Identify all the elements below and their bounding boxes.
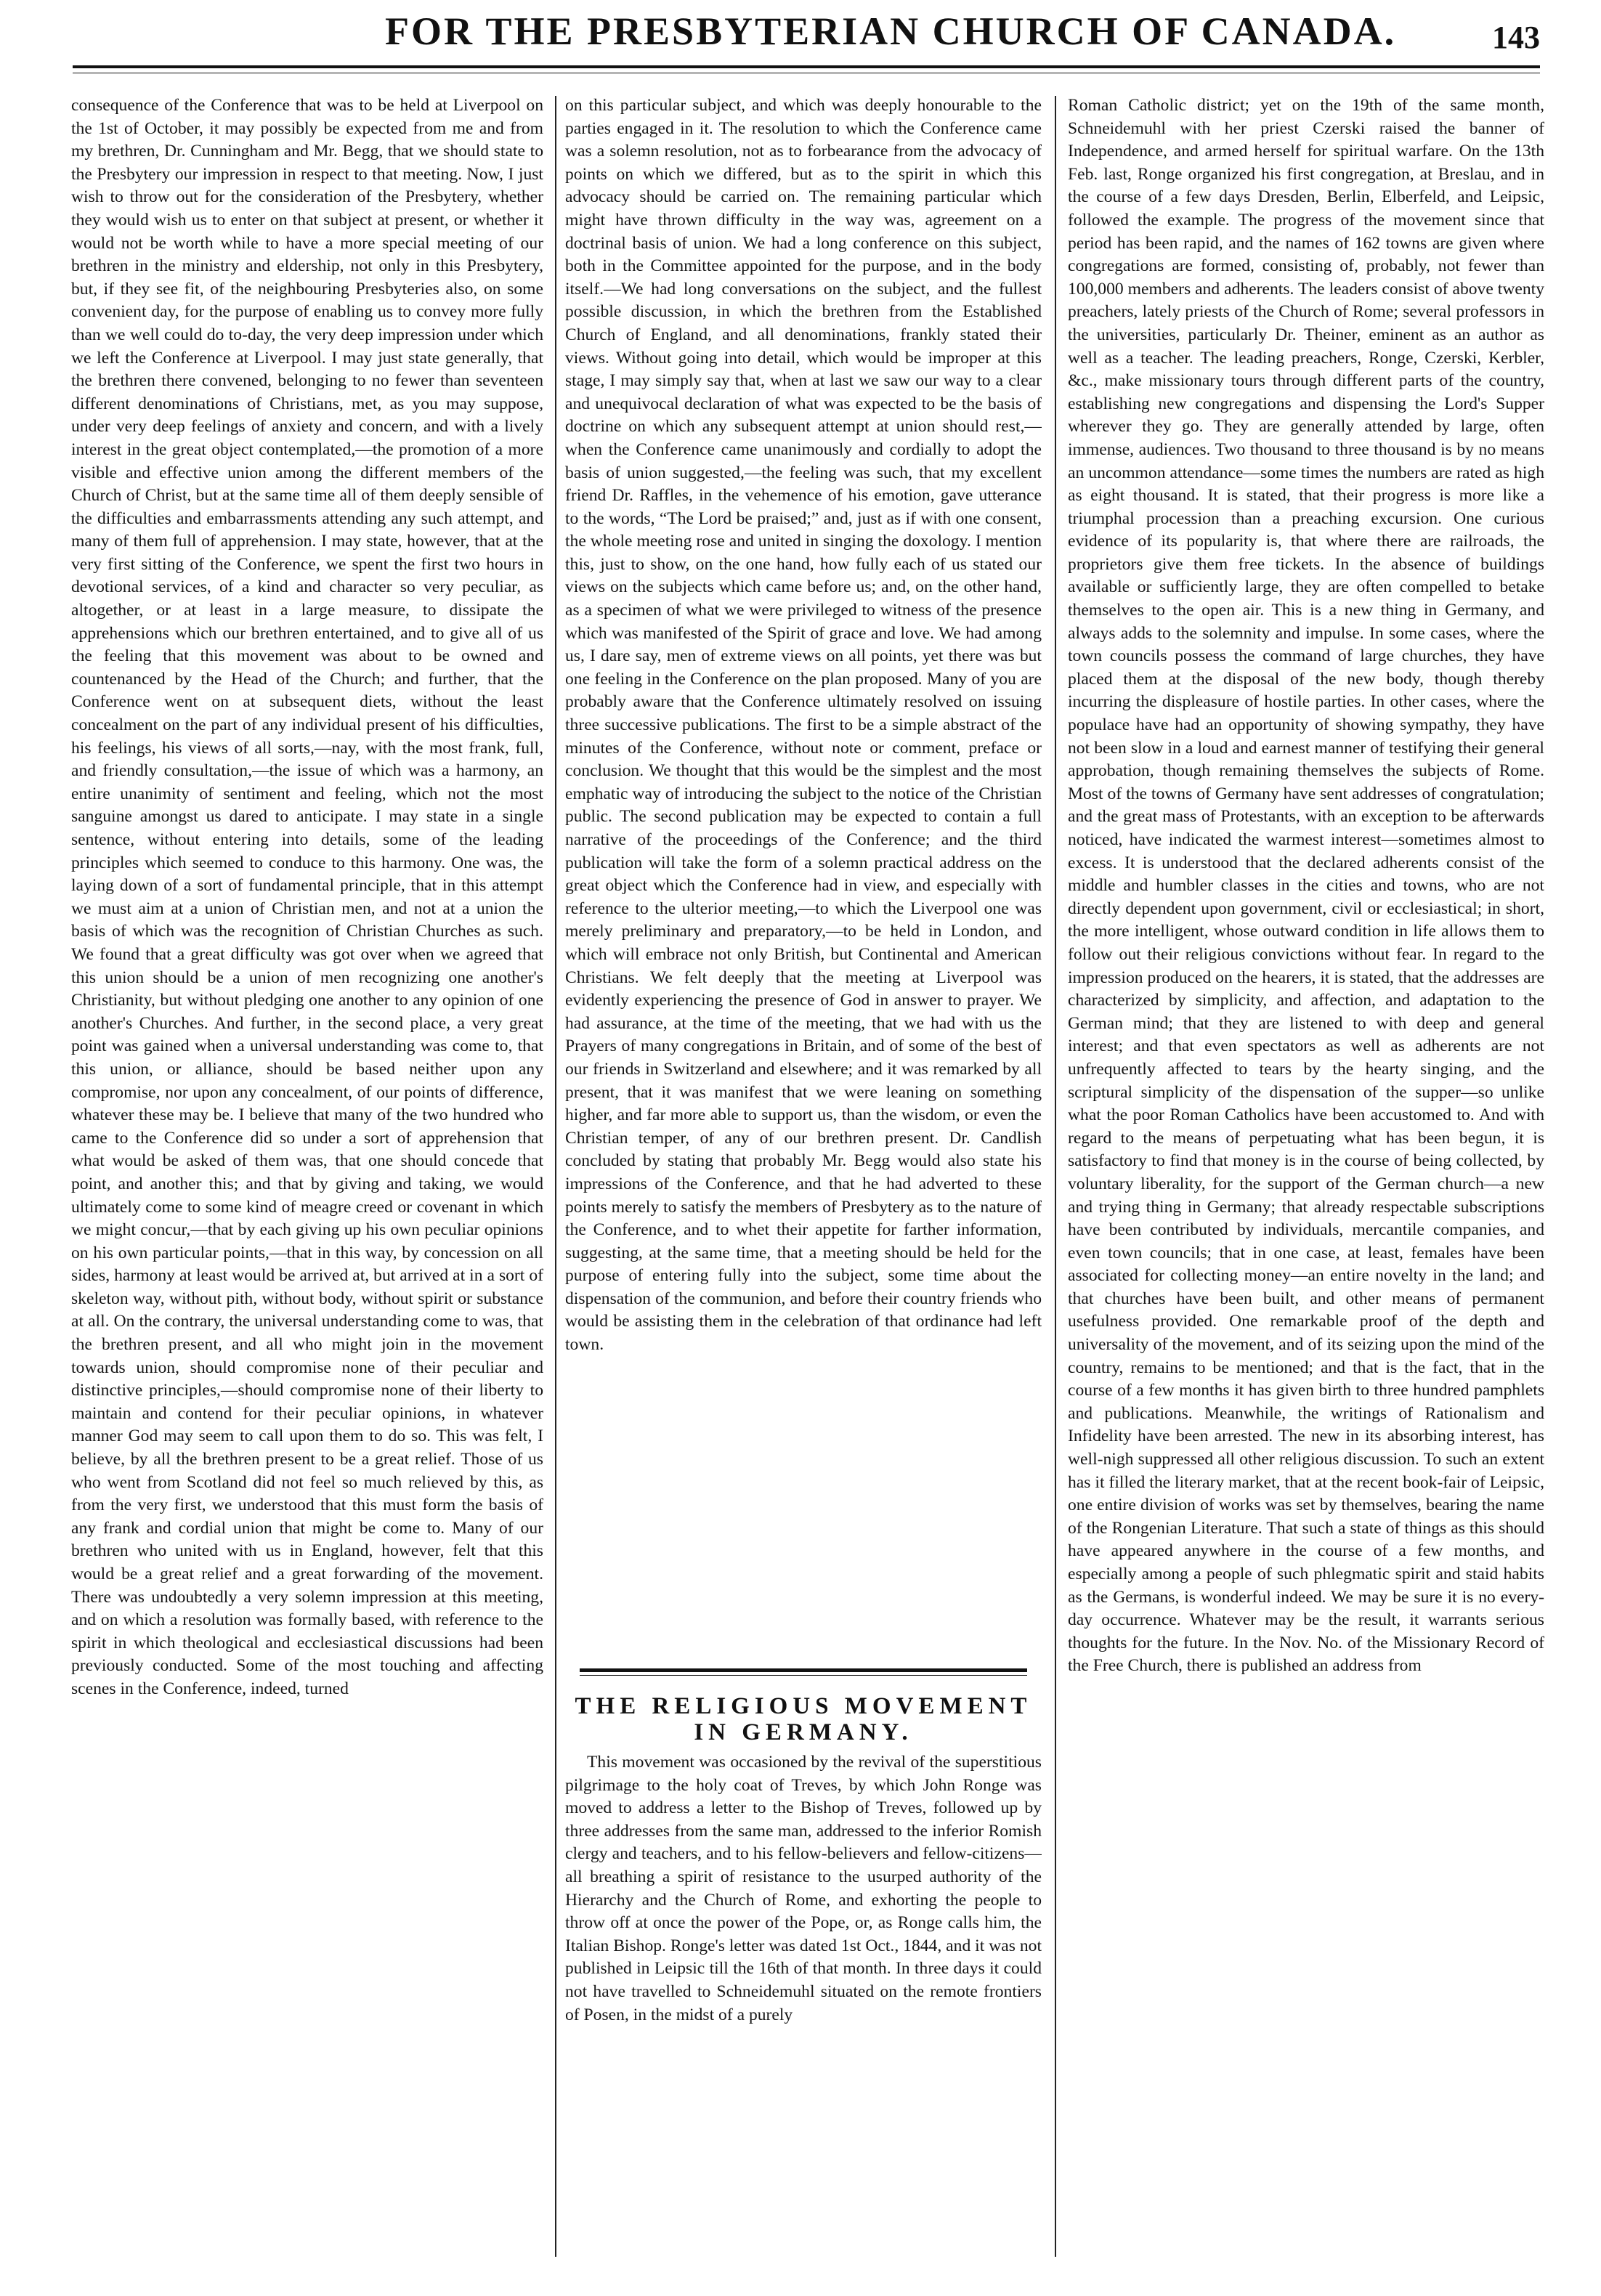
column-divider-left <box>555 96 556 2257</box>
column-right-text: Roman Catholic district; yet on the 19th of the same month, Schneidemuhl with her priest Czerski raised the banner of Independence, and armed herself for spiritual warfare. On the 13th Feb. last, Ronge organized his first congregation, at Breslau, and in the course of a few days Dresden, Berlin, Elberfeld, and Leipsic, followed the example. The progress of the movement since that period has been rapid, and the names of 162 towns are given where congregations are formed, consisting of, probably, not fewer than 100,000 members and adherents. The leaders consist of above twenty preachers, lately priests of the Church of Rome; several professors in the universities, particularly Dr. Theiner, eminent as an author as well as a teacher. The leading preachers, Ronge, Czerski, Kerbler, &c., make missionary tours through different parts of the country, establishing new congregations and dispensing the Lord's Supper wherever they go. They are generally attended by large, often immense, audiences. Two thousand to three thousand is by no means an uncommon attendance—some times the numbers are rated as high as eight thousand. It is stated, that their progress is more like a triumphal procession than a preaching excursion. One curious evidence of its popularity is, that where there are railroads, the proprietors give them free tickets. In the absence of buildings available or sufficiently large, they are often compelled to betake themselves to the open air. This is a new thing in Germany, and always adds to the solemnity and impulse. In some cases, where the town councils possess the command of large churches, they have placed them at the disposal of the new body, though thereby incurring the displeasure of hostile parties. In other cases, where the populace have had an opportunity of showing sympathy, they have not been slow in a loud and earnest manner of testifying their general approbation, though remaining themselves the subjects of Rome. Most of the towns of Germany have sent addresses of congratulation; and the great mass of Protestants, with an exception to be afterwards noticed, have indicated the warmest interest—sometimes almost to excess. It is understood that the declared adherents consist of the middle and humbler classes in the cities and towns, who are not directly dependent upon government, civil or ecclesiastical; in short, the more intelligent, whose outward condition in life allows them to follow out their religious convictions without fear. In regard to the impression produced on the hearers, it is stated, that the addresses are characterized by simplicity, and affection, and adaptation to the German mind; that they are listened to with deep and general interest; and that even spectators as well as adherents are not unfrequently affected to tears by the hearty singing, and the scriptural simplicity of the dispensation of the supper—so unlike what the poor Roman Catholics have been accustomed to. And with regard to the means of perpetuating what has been begun, it is satisfactory to find that money is in the course of being collected, by voluntary liberality, for the support of the German church—a new and trying thing in Germany; that already respectable subscriptions have been contributed by individuals, mercantile companies, and even town councils; that in one case, at least, females have been associated for collecting money—an entire novelty in the land; and that churches have been built, and other means of permanent usefulness provided. One remarkable proof of the depth and universality of the movement, and of its seizing upon the mind of the country, remains to be mentioned; and that is the fact, that in the course of a few months it has given birth to three hundred pamphlets and publications. Meanwhile, the writings of Rationalism and Infidelity have been arrested. The new in its absorbing interest, has well-nigh suppressed all other religious discussion. To such an extent has it filled the literary market, that at the recent book-fair of Leipsic, one entire division of works was set by themselves, bearing the name of the Rongenian Literature. That such a state of things as this should have appeared anywhere in the course of a few months, and especially among a people of such phlegmatic spirit and staid habits as the Germans, is wonderful indeed. We may be sure it is no every-day occurrence. Whatever may be the result, it warrants serious thoughts for the future. In the Nov. No. of the Missionary Record of the Free Church, there is published an address from <box>1068 96 1544 1676</box>
column-middle <box>565 94 1042 2259</box>
page-header <box>73 9 1540 89</box>
column-left-text: consequence of the Conference that was to be held at Liverpool on the 1st of October, it may possibly be expected from me and from my brethren, Dr. Cunningham and Mr. Begg, that we should state to the Presbytery our impression in respect to that meeting. Now, I just wish to throw out for the consideration of the Presbytery, whether they would wish us to enter on that subject at present, or whether it would not be worth while to have a more special meeting of our brethren in the ministry and eldership, not only in this Presbytery, but, if they see fit, of the neighbouring Presbyteries also, on some convenient day, for the purpose of enabling us to convey more fully than we well could do to-day, the very deep impression under which we left the Conference at Liverpool. I may just state generally, that the brethren there convened, belonging to no fewer than seventeen different denominations of Christians, met, as you may suppose, under very deep feelings of anxiety and concern, and with a lively interest in the great object contemplated,—the promotion of a more visible and effective union among the different members of the Church of Christ, but at the same time all of them deeply sensible of the difficulties and embarrassments attending any such attempt, and many of them full of apprehension. I may state, however, that at the very first sitting of the Conference, we spent the first two hours in devotional services, of a kind and character so very peculiar, as altogether, or at least in a large measure, to dissipate the apprehensions which our brethren entertained, and to give all of us the feeling that this movement was about to be owned and countenanced by the Head of the Church; and further, that the Conference went on at subsequent diets, without the least concealment on the part of any individual present of his difficulties, his feelings, his views of all sorts,—nay, with the most frank, full, and friendly consultation,—the issue of which was a harmony, an entire unanimity of sentiment and feeling, which not the most sanguine amongst us dared to anticipate. I may state in a single sentence, without entering into details, some of the leading principles which seemed to conduce to this harmony. One was, the laying down of a sort of fundamental principle, that in this attempt we must aim at a union of Christian men, and not at a union the basis of which was the recognition of Christian Churches as such. We found that a great difficulty was got over when we agreed that this union should be a union of men recognizing one another's Christianity, but without pledging one another to any opinion of one another's Churches. And further, in the second place, a very great point was gained when a universal understanding was come to, that this union, or alliance, should be based neither upon any compromise, nor upon any concealment, of our points of difference, whatever these may be. I believe that many of the two hundred who came to the Conference did so under a sort of apprehension that what would be asked of them was, that one should concede that point, and another this; and that by giving and taking, we would ultimately come to some kind of meagre creed or covenant in which we might concur,—that by each giving up his own peculiar opinions on his own particular points,—that in this way, by concession on all sides, harmony at least would be arrived at, but arrived at in a sort of skeleton way, without pith, without body, without spirit or substance at all. On the contrary, the universal understanding come to was, that the brethren present, and all who might join in the movement towards union, should compromise none of their peculiar and distinctive principles,—should compromise none of their liberty to maintain and contend for their peculiar opinions, in whatever manner God may seem to call upon them to do so. This was felt, I believe, by all the brethren present to be a great relief. Those of us who went from Scotland did not feel so much relieved by this, as from the very first, we understood that this must form the basis of any frank and cordial union that might be come to. Many of our brethren who united with us in England, however, felt that this would be a great relief and a great forwarding of the movement. There was undoubtedly a very solemn impression at this meeting, and on which a resolution was formally based, with reference to the spirit in which theological and ecclesiastical discussions had been previously conducted. Some of the most touching and affecting scenes in the Conference, indeed, turned <box>71 96 543 1698</box>
column-middle-text: on this particular subject, and which was deeply honourable to the parties engaged in it. The resolution to which the Conference came was a solemn resolution, not as to forbearance from the advocacy of points on which we differed, but as to the spirit in which this advocacy should be carried on. The remaining particular which might have thrown difficulty in the way was, agreement on a doctrinal basis of union. We had a long conference on this subject, both in the Committee appointed for the purpose, and in the body itself.—We had long conversations on the subject, and the fullest possible discussion, in which the brethren from the Established Church of England, and all denominations, frankly stated their views. Without going into detail, which would be improper at this stage, I may simply say that, when at last we saw our way to a clear and unequivocal declaration of what was expected to be the basis of doctrine on which any subsequent attempt at union should rest,—when the Conference came unanimously and cordially to adopt the basis of union suggested,—the feeling was such, that my excellent friend Dr. Raffles, in the vehemence of his emotion, gave utterance to the words, “The Lord be praised;” and, just as if with one consent, the whole meeting rose and united in singing the doxology. I mention this, just to show, on the one hand, how fully each of us stated our views on the subjects which came before us; and, on the other hand, as a specimen of what we were privileged to witness of the presence which was manifested of the Spirit of grace and love. We had among us, I dare say, men of extreme views on all points, yet there was but one feeling in the Conference on the plan proposed. Many of you are probably aware that the Conference ultimately resolved on issuing three successive publications. The first to be a simple abstract of the minutes of the Conference, without note or comment, preface or conclusion. We thought that this would be the simplest and the most emphatic way of introducing the subject to the notice of the Christian public. The second publication may be expected to contain a full narrative of the proceedings of the Conference; and the third publication will take the form of a solemn practical address on the great object which the Conference had in view, and especially with reference to the ulterior meeting,—to which the Liverpool one was merely preliminary and preparatory,—to be held in London, and which will embrace not only British, but Continental and American Christians. We felt deeply that the meeting at Liverpool was evidently experiencing the presence of God in answer to prayer. We had assurance, at the time of the meeting, that we had with us the Prayers of many congregations in Britain, and of some of the best of our friends in Switzerland and elsewhere; and it was remarked by all present, that it was manifest that we were leaning on something higher, and far more able to support us, than the wisdom, or even the Christian temper, of any of our brethren present. Dr. Candlish concluded by stating that probably Mr. Begg would also state his impressions of the Conference, and that he had adverted to these points merely to satisfy the members of Presbytery as to the nature of the Conference, and to whet their appetite for farther information, suggesting, at the same time, that a meeting should be held for the purpose of entering fully into the subject, some time about the dispensation of the communion, and before their country friends who would be assisting them in the celebration of that ordinance had left town. <box>565 96 1042 1355</box>
header-rule <box>73 65 1540 68</box>
running-title: FOR THE PRESBYTERIAN CHURCH OF CANADA. <box>385 9 1397 53</box>
article-body-text: This movement was occasioned by the revival of the superstitious pilgrimage to the holy coat of Treves, by which John Ronge was moved to address a letter to the Bishop of Treves, followed up by three addresses from the same man, addressed to the inferior Romish clergy and teachers, and to his fellow-believers and fellow-citizens—all breathing a spirit of resistance to the usurped authority of the Hierarchy and the Church of Rome, and exhorting the people to throw off at once the power of the Pope, or, as Ronge calls him, the Italian Bishop. Ronge's letter was dated 1st Oct., 1844, and it was not published in Leipsic till the 16th of that month. In three days it could not have travelled to Schneidemuhl situated on the remote frontiers of Posen, in the midst of a purely <box>565 1753 1042 2024</box>
column-divider-right <box>1055 96 1056 2257</box>
section-heading: THE RELIGIOUS MOVEMENT IN GERMANY. <box>575 1693 1032 1745</box>
column-right <box>1068 94 1544 2259</box>
section-divider-rule <box>580 1668 1027 1676</box>
column-left <box>71 94 543 2259</box>
page-number: 143 <box>1492 20 1540 55</box>
